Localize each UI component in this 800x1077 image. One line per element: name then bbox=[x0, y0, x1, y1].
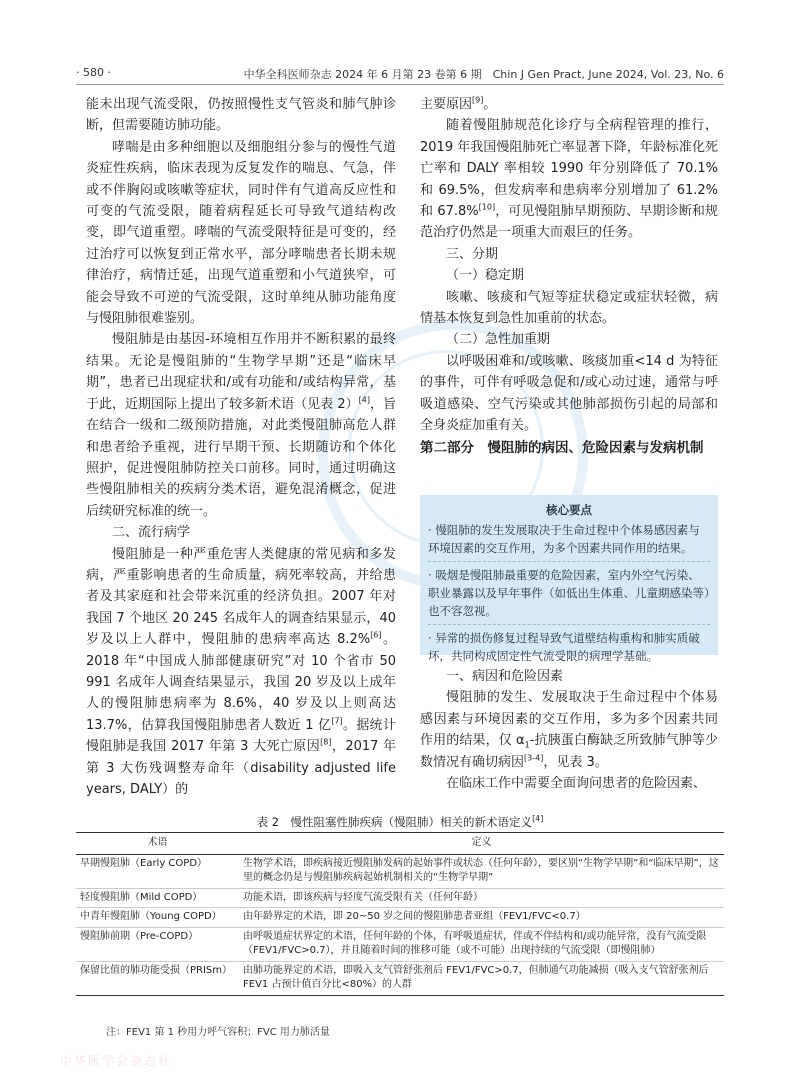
citation: [3-4] bbox=[524, 753, 544, 763]
citation: [10] bbox=[478, 202, 496, 212]
paragraph-etiology: 慢阻肺的发生、发展取决于生命过程中个体易感因素与环境因素的交互作用，多为多个因素共同作用的结果，仅 $\alpha_1-$抗胰蛋白酶缺乏所致肺气肿等少数情况有确切病因[3-4]，见表 3。 bbox=[420, 690, 719, 770]
citation: [4] bbox=[532, 814, 544, 824]
citation: [4] bbox=[358, 395, 370, 405]
table-header-definition: 定义 bbox=[239, 833, 724, 855]
table-row: 早期慢阻肺（Early COPD） 生物学术语，即疾病接近慢阻肺发病的起始事件或状态（任何年龄），要区别“生物学早期”和“临床早期”，这里的概念仍是与慢阻肺疾病起始机制相关的“生物学早期” bbox=[76, 854, 724, 888]
key-point: · 慢阻肺的发生发展取决于生命过程中个体易感因素与环境因素的交互作用，为多个因素共同作用的结果。 bbox=[428, 521, 710, 557]
subheading-stable: （一）稳定期 bbox=[446, 268, 525, 284]
section-heading-staging: 三、分期 bbox=[446, 246, 499, 262]
left-column bbox=[86, 94, 396, 800]
paragraph-stable: 咳嗽、咳痰和气短等症状稳定或症状轻微，病情基本恢复到急性加重前的状态。 bbox=[420, 289, 718, 327]
key-point: · 吸烟是慢阻肺最重要的危险因素，室内外空气污染、职业暴露以及早年事件（如低出生体重、儿童期感染等）也不容忽视。 bbox=[428, 566, 710, 620]
part-two-title: 第二部分 慢阻肺的病因、危险因素与发病机制 bbox=[420, 440, 704, 456]
table-row: 轻度慢阻肺（Mild COPD） 功能术语，即该疾病与轻度气流受限有关（任何年龄） bbox=[76, 888, 724, 908]
table-row: 慢阻肺前期（Pre-COPD） 由呼吸道症状界定的术语，任何年龄的个体，有呼吸道症状，伴或不伴结构和/或功能异常，没有气流受限（FEV1/FVC>0.7），并且随着时间的推移可能（或不可能）出现持续的气流受限（即慢阻肺） bbox=[76, 927, 724, 961]
subheading-exacerbation: （二）急性加重期 bbox=[446, 332, 551, 348]
paragraph: 能未出现气流受限，仍按照慢性支气管炎和肺气肿诊断，但需要随访肺功能。 bbox=[86, 97, 396, 134]
section-heading-epidemiology: 二、流行病学 bbox=[112, 525, 191, 541]
citation: [8] bbox=[320, 737, 332, 747]
journal-citation: 中华全科医师杂志 2024 年 6 月第 23 卷第 6 期 Chin J Gen Pract, June 2024, Vol. 23, No. 6 bbox=[243, 68, 724, 81]
citation: [6] bbox=[370, 630, 382, 640]
publisher-watermark: 中华医学会杂志社 bbox=[60, 1054, 173, 1068]
page-header bbox=[76, 62, 724, 84]
key-point: · 异常的损伤修复过程导致气道壁结构重构和肺实质破坏，共同构成固定性气流受限的病理学基础。 bbox=[428, 629, 710, 665]
paragraph: 主要原因[9]。 bbox=[420, 95, 497, 112]
paragraph-new-terms: 慢阻肺是由基因-环境相互作用并不断积累的最终结果。无论是慢阻肺的“生物学早期”还是“临床早期”，患者已出现症状和/或有功能和/或结构异常，基于此，近期国际上提出了较多新术语（见表 2）[4]，旨在结合一级和二级预防措施，对此类慢阻肺高危人群和患者给予重视，进行早期干预、长期随访和个体化照护，促进慢阻肺防控关口前移。同时，通过明确这些慢阻肺相关的疾病分类术语，避免混淆概念，促进后续研究标准的统一。 bbox=[86, 332, 396, 519]
table-note: 注：FEV1 第 1 秒用力呼气容积；FVC 用力肺活量 bbox=[106, 1027, 330, 1038]
section-heading-etiology: 一、病因和危险因素 bbox=[446, 669, 564, 684]
right-column-lower bbox=[420, 666, 718, 794]
paragraph-exacerbation: 以呼吸困难和/或咳嗽、咳痰加重<14 d 为特征的事件，可伴有呼吸急促和/或心动过速，通常与呼吸道感染、空气污染或其他肺部损伤引起的局部和全身炎症加重有关。 bbox=[420, 353, 718, 434]
header-rule bbox=[76, 84, 724, 85]
paragraph-asthma: 哮喘是由多种细胞以及细胞组分参与的慢性气道炎症性疾病，临床表现为反复发作的喘息、气急，伴或不伴胸闷或咳嗽等症状，同时伴有气道高反应性和可变的气流受限，随着病程延长可导致气道结构改变，即气道重塑。哮喘的气流受限特征是可变的，经过治疗可以恢复到正常水平，部分哮喘患者长期未规律治疗，病情迁延，出现气道重塑和小气道狭窄，可能会导致不可逆的气流受限，这时单纯从肺功能角度与慢阻肺很难鉴别。 bbox=[86, 139, 396, 327]
right-column bbox=[420, 94, 718, 437]
paragraph-epidemiology: 慢阻肺是一种严重危害人类健康的常见病和多发病，严重影响患者的生命质量，病死率较高，并给患者及其家庭和社会带来沉重的经济负担。2007 年对我国 7 个地区 20 245 名成年人的调查结果显示，40 岁及以上人群中，慢阻肺的患病率高达 8.2%[6]。2018 年“中国成人肺部健康研究”对 10 个省市 50 991 名成年人调查结果显示，我国 20 岁及以上成年人的慢阻肺患病率为 8.6%，40 岁及以上则高达 13.7%，估算我国慢阻肺患者人数近 1 亿[7]。据统计慢阻肺是我国 2017 年第 3 大死亡原因[8]，2017 年第 3 大伤残调整寿命年（disability adjusted life years, DALY）的 bbox=[86, 546, 396, 797]
paragraph: 在临床工作中需要全面询问患者的危险因素、 bbox=[446, 776, 707, 792]
page-number: · 580 · bbox=[76, 66, 111, 79]
table-row: 中青年慢阻肺（Young COPD） 由年龄界定的术语，即 20~50 岁之间的慢阻肺患者亚组（FEV1/FVC<0.7） bbox=[76, 908, 724, 928]
citation: [7] bbox=[331, 716, 343, 726]
citation: [9] bbox=[472, 95, 484, 105]
table-header-term: 术语 bbox=[76, 833, 239, 855]
key-points-title: 核心要点 bbox=[546, 503, 592, 517]
key-points-box bbox=[420, 495, 718, 663]
table-row: 保留比值的肺功能受损（PRISm） 由肺功能界定的术语，即吸入支气管舒张剂后 FEV1/FVC>0.7，但肺通气功能减损（吸入支气管舒张剂后 FEV1 占预计值百分比<80%）的人群 bbox=[76, 961, 724, 995]
terms-table bbox=[76, 832, 724, 996]
paragraph-mortality: 随着慢阻肺规范化诊疗与全病程管理的推行，2019 年我国慢阻肺死亡率显著下降，年龄标准化死亡率和 DALY 率相较 1990 年分别降低了 70.1% 和 69.5%，但发病率和患病率分别增加了 61.2% 和 67.8%[10]，可见慢阻肺早期预防、早期诊断和规范治疗仍然是一项重大而艰巨的任务。 bbox=[420, 118, 718, 241]
table-caption: 表 2 慢性阻塞性肺疾病（慢阻肺）相关的新术语定义[4] bbox=[256, 814, 544, 829]
